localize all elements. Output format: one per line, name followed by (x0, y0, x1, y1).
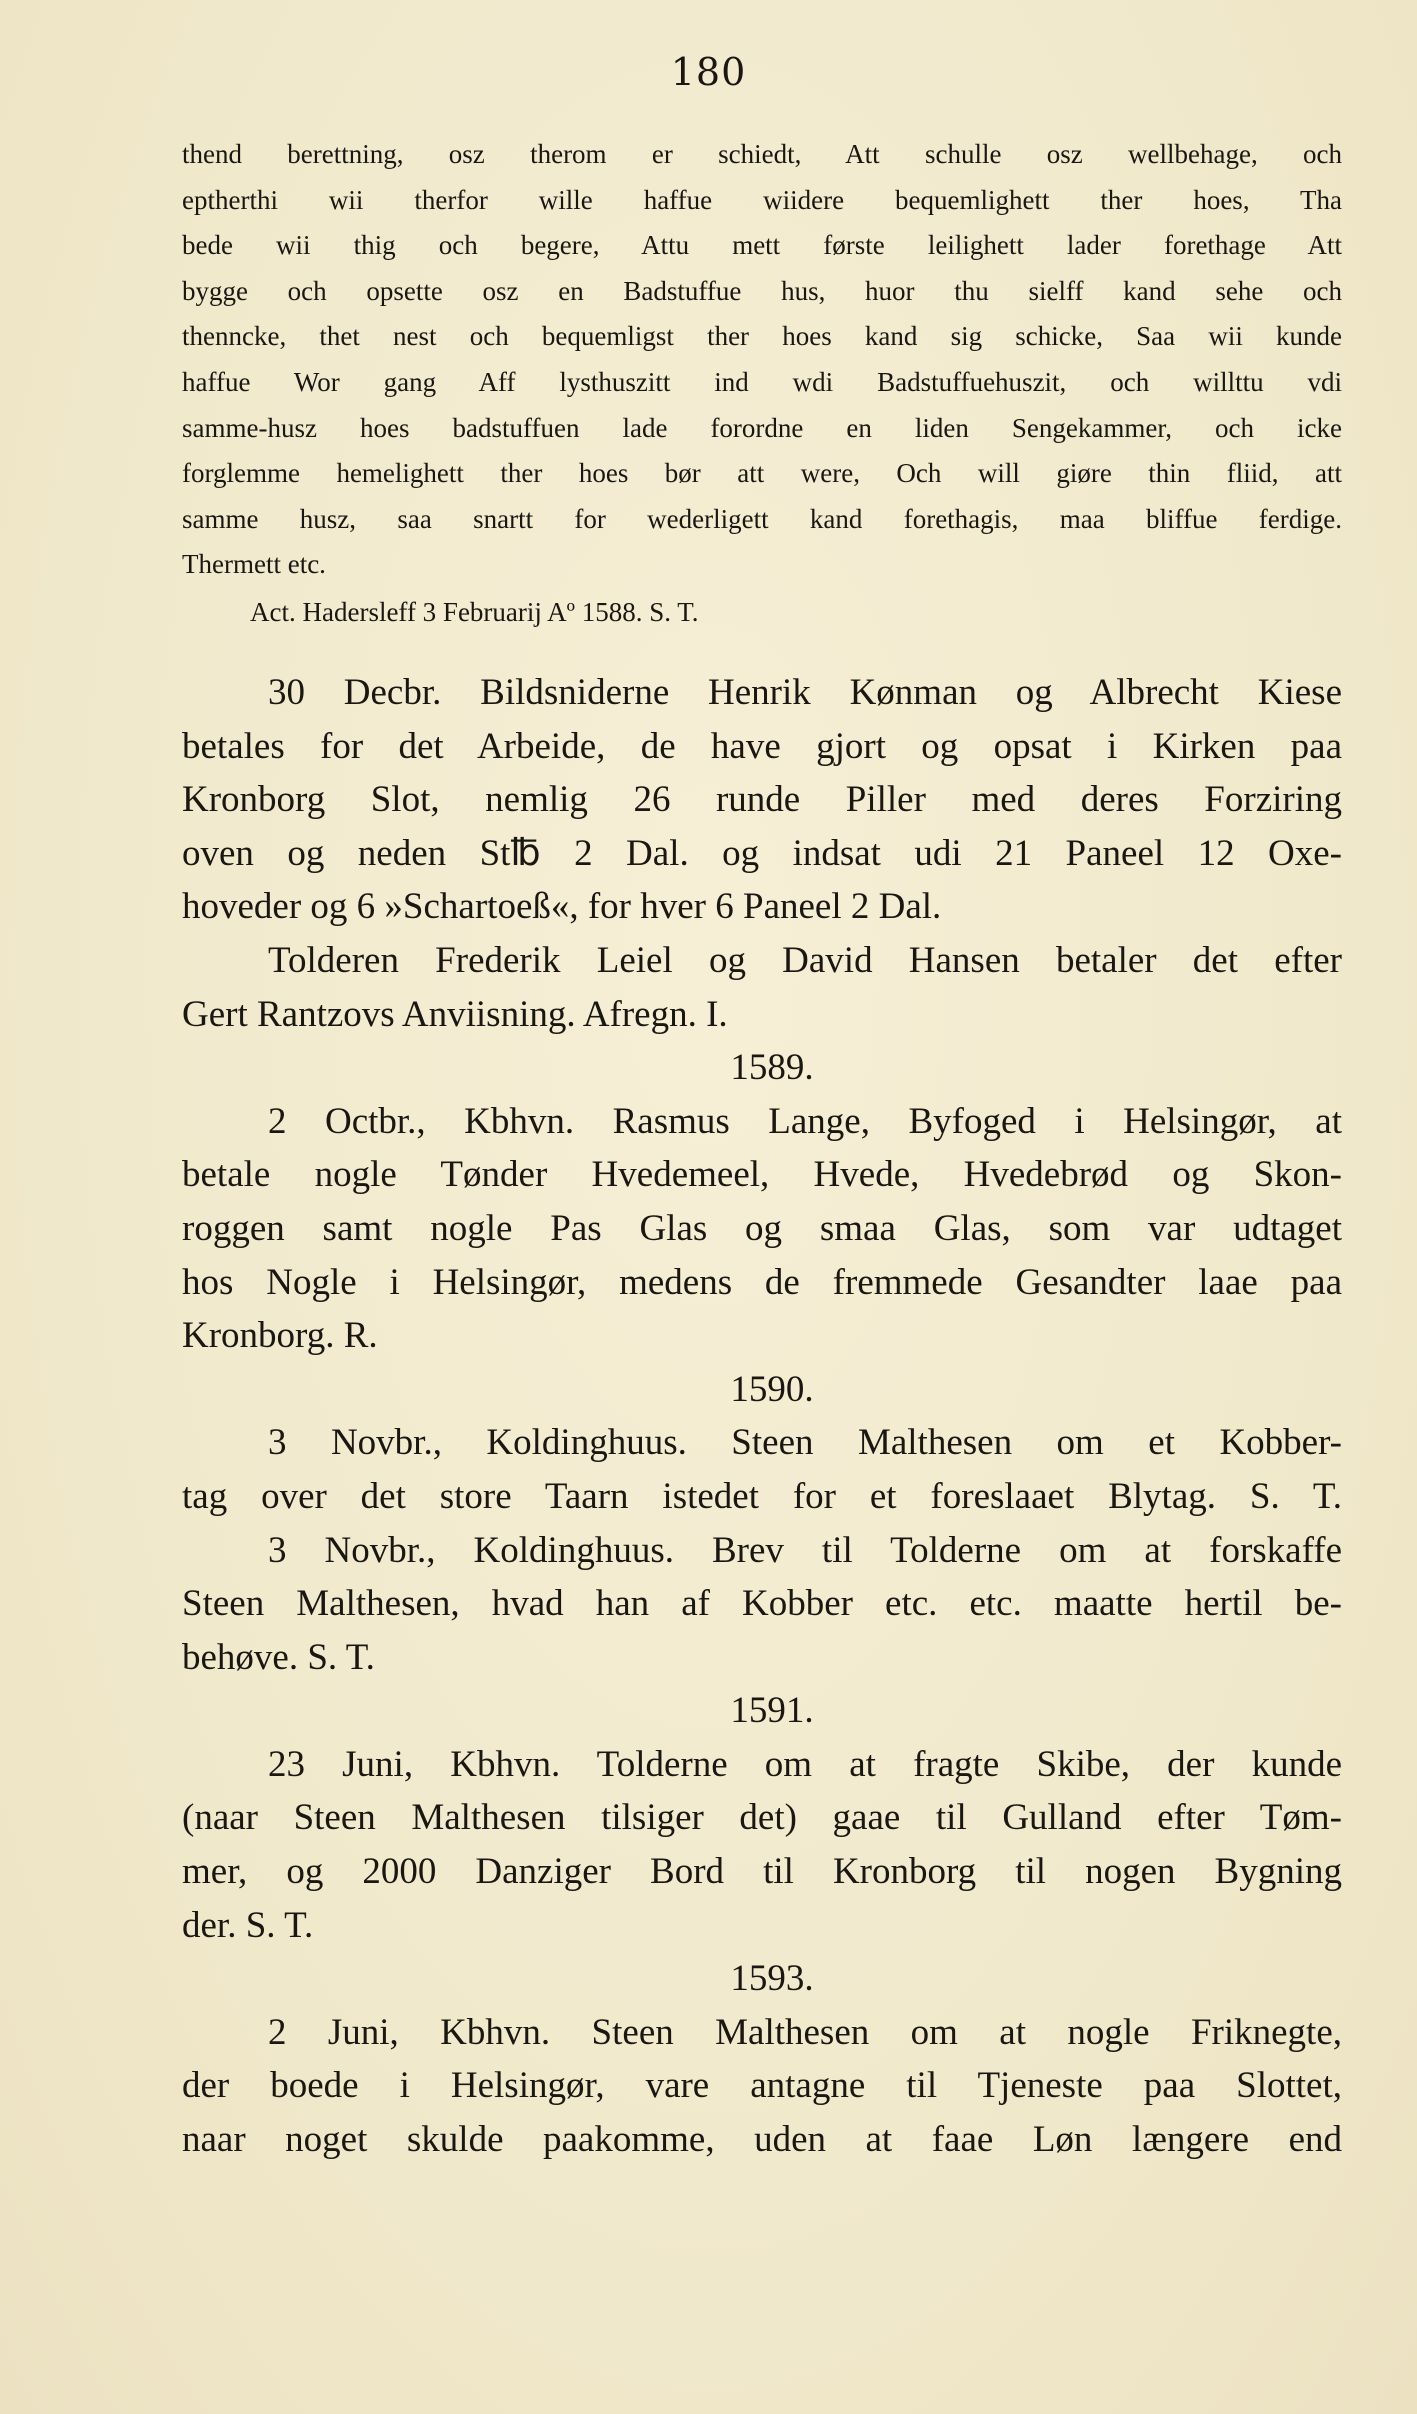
quote-line: haffue Wor gang Aff lysthuszitt ind wdi Badstuffuehuszit, och willttu vdi (182, 366, 1342, 397)
quote-line: Thermett etc. (182, 549, 326, 580)
main-text (182, 666, 1342, 2167)
entry-line: 3 Novbr., Koldinghuus. Brev til Tolderne om at forskaffe (268, 1529, 1342, 1571)
quote-line: forglemme hemelighett ther hoes bør att were, Och will giøre thin fliid, att (182, 458, 1342, 489)
entry-line: behøve. S. T. (182, 1636, 375, 1678)
entry-line: Kronborg Slot, nemlig 26 runde Piller med deres Forziring (182, 779, 1342, 821)
quote-line: samme husz, saa snartt for wederligett kand forethagis, maa bliffue ferdige. (182, 503, 1342, 534)
entry-line: Steen Malthesen, hvad han af Kobber etc. etc. maatte hertil be- (182, 1583, 1342, 1625)
year-heading: 1590. (730, 1368, 814, 1410)
entry-line: mer, og 2000 Danziger Bord til Kronborg til nogen Bygning (182, 1851, 1342, 1893)
entry-line: betale nogle Tønder Hvedemeel, Hvede, Hvedebrød og Skon- (182, 1154, 1342, 1196)
entry-line: Gert Rantzovs Anviisning. Afregn. I. (182, 993, 728, 1035)
entry-line: Tolderen Frederik Leiel og David Hansen betaler det efter (268, 939, 1342, 981)
year-heading: 1591. (730, 1690, 814, 1732)
quote-citation: Act. Hadersleff 3 Februarij Aº 1588. S. T. (250, 596, 699, 627)
entry-line: roggen samt nogle Pas Glas og smaa Glas, som var udtaget (182, 1207, 1342, 1249)
quote-line: bygge och opsette osz en Badstuffue hus, huor thu sielff kand sehe och (182, 275, 1342, 306)
entry-line: tag over det store Taarn istedet for et foreslaaet Blytag. S. T. (182, 1475, 1342, 1517)
entry-line: Kronborg. R. (182, 1315, 378, 1357)
entry-line: 2 Juni, Kbhvn. Steen Malthesen om at nogle Friknegte, (268, 2011, 1342, 2053)
entry-line: oven og neden St℔ 2 Dal. og indsat udi 21 Paneel 12 Oxe- (182, 832, 1342, 874)
entry-line: hos Nogle i Helsingør, medens de fremmede Gesandter laae paa (182, 1261, 1342, 1303)
entry-line: der. S. T. (182, 1904, 314, 1946)
entry-line: betales for det Arbeide, de have gjort og opsat i Kirken paa (182, 725, 1342, 767)
year-heading: 1593. (730, 1958, 814, 2000)
entry-line: der boede i Helsingør, vare antagne til Tjeneste paa Slottet, (182, 2065, 1342, 2107)
quote-line: eptherthi wii therfor wille haffue wiidere bequemlighett ther hoes, Tha (182, 184, 1342, 215)
entry-line: 23 Juni, Kbhvn. Tolderne om at fragte Skibe, der kunde (268, 1743, 1342, 1785)
page-number: 180 (670, 50, 747, 94)
quote-line: samme-husz hoes badstuffuen lade forordne en liden Sengekammer, och icke (182, 412, 1342, 443)
entry-line: 3 Novbr., Koldinghuus. Steen Malthesen om et Kobber- (268, 1422, 1342, 1464)
entry-line: naar noget skulde paakomme, uden at faae Løn længere end (182, 2119, 1342, 2161)
quote-line: bede wii thig och begere, Attu mett første leilighett lader forethage Att (182, 230, 1342, 261)
quote-line: thend berettning, osz therom er schiedt, Att schulle osz wellbehage, och (182, 139, 1342, 169)
entry-line: 30 Decbr. Bildsniderne Henrik Kønman og Albrecht Kiese (268, 672, 1342, 713)
quote-line: thenncke, thet nest och bequemligst ther hoes kand sig schicke, Saa wii kunde (182, 321, 1342, 352)
year-heading: 1589. (730, 1047, 814, 1089)
entry-line: 2 Octbr., Kbhvn. Rasmus Lange, Byfoged i Helsingør, at (268, 1100, 1342, 1142)
entry-line: (naar Steen Malthesen tilsiger det) gaae til Gulland efter Tøm- (182, 1797, 1342, 1839)
entry-line: hoveder og 6 »Schartoeß«, for hver 6 Paneel 2 Dal. (182, 886, 942, 928)
quoted-letter (182, 132, 1342, 636)
